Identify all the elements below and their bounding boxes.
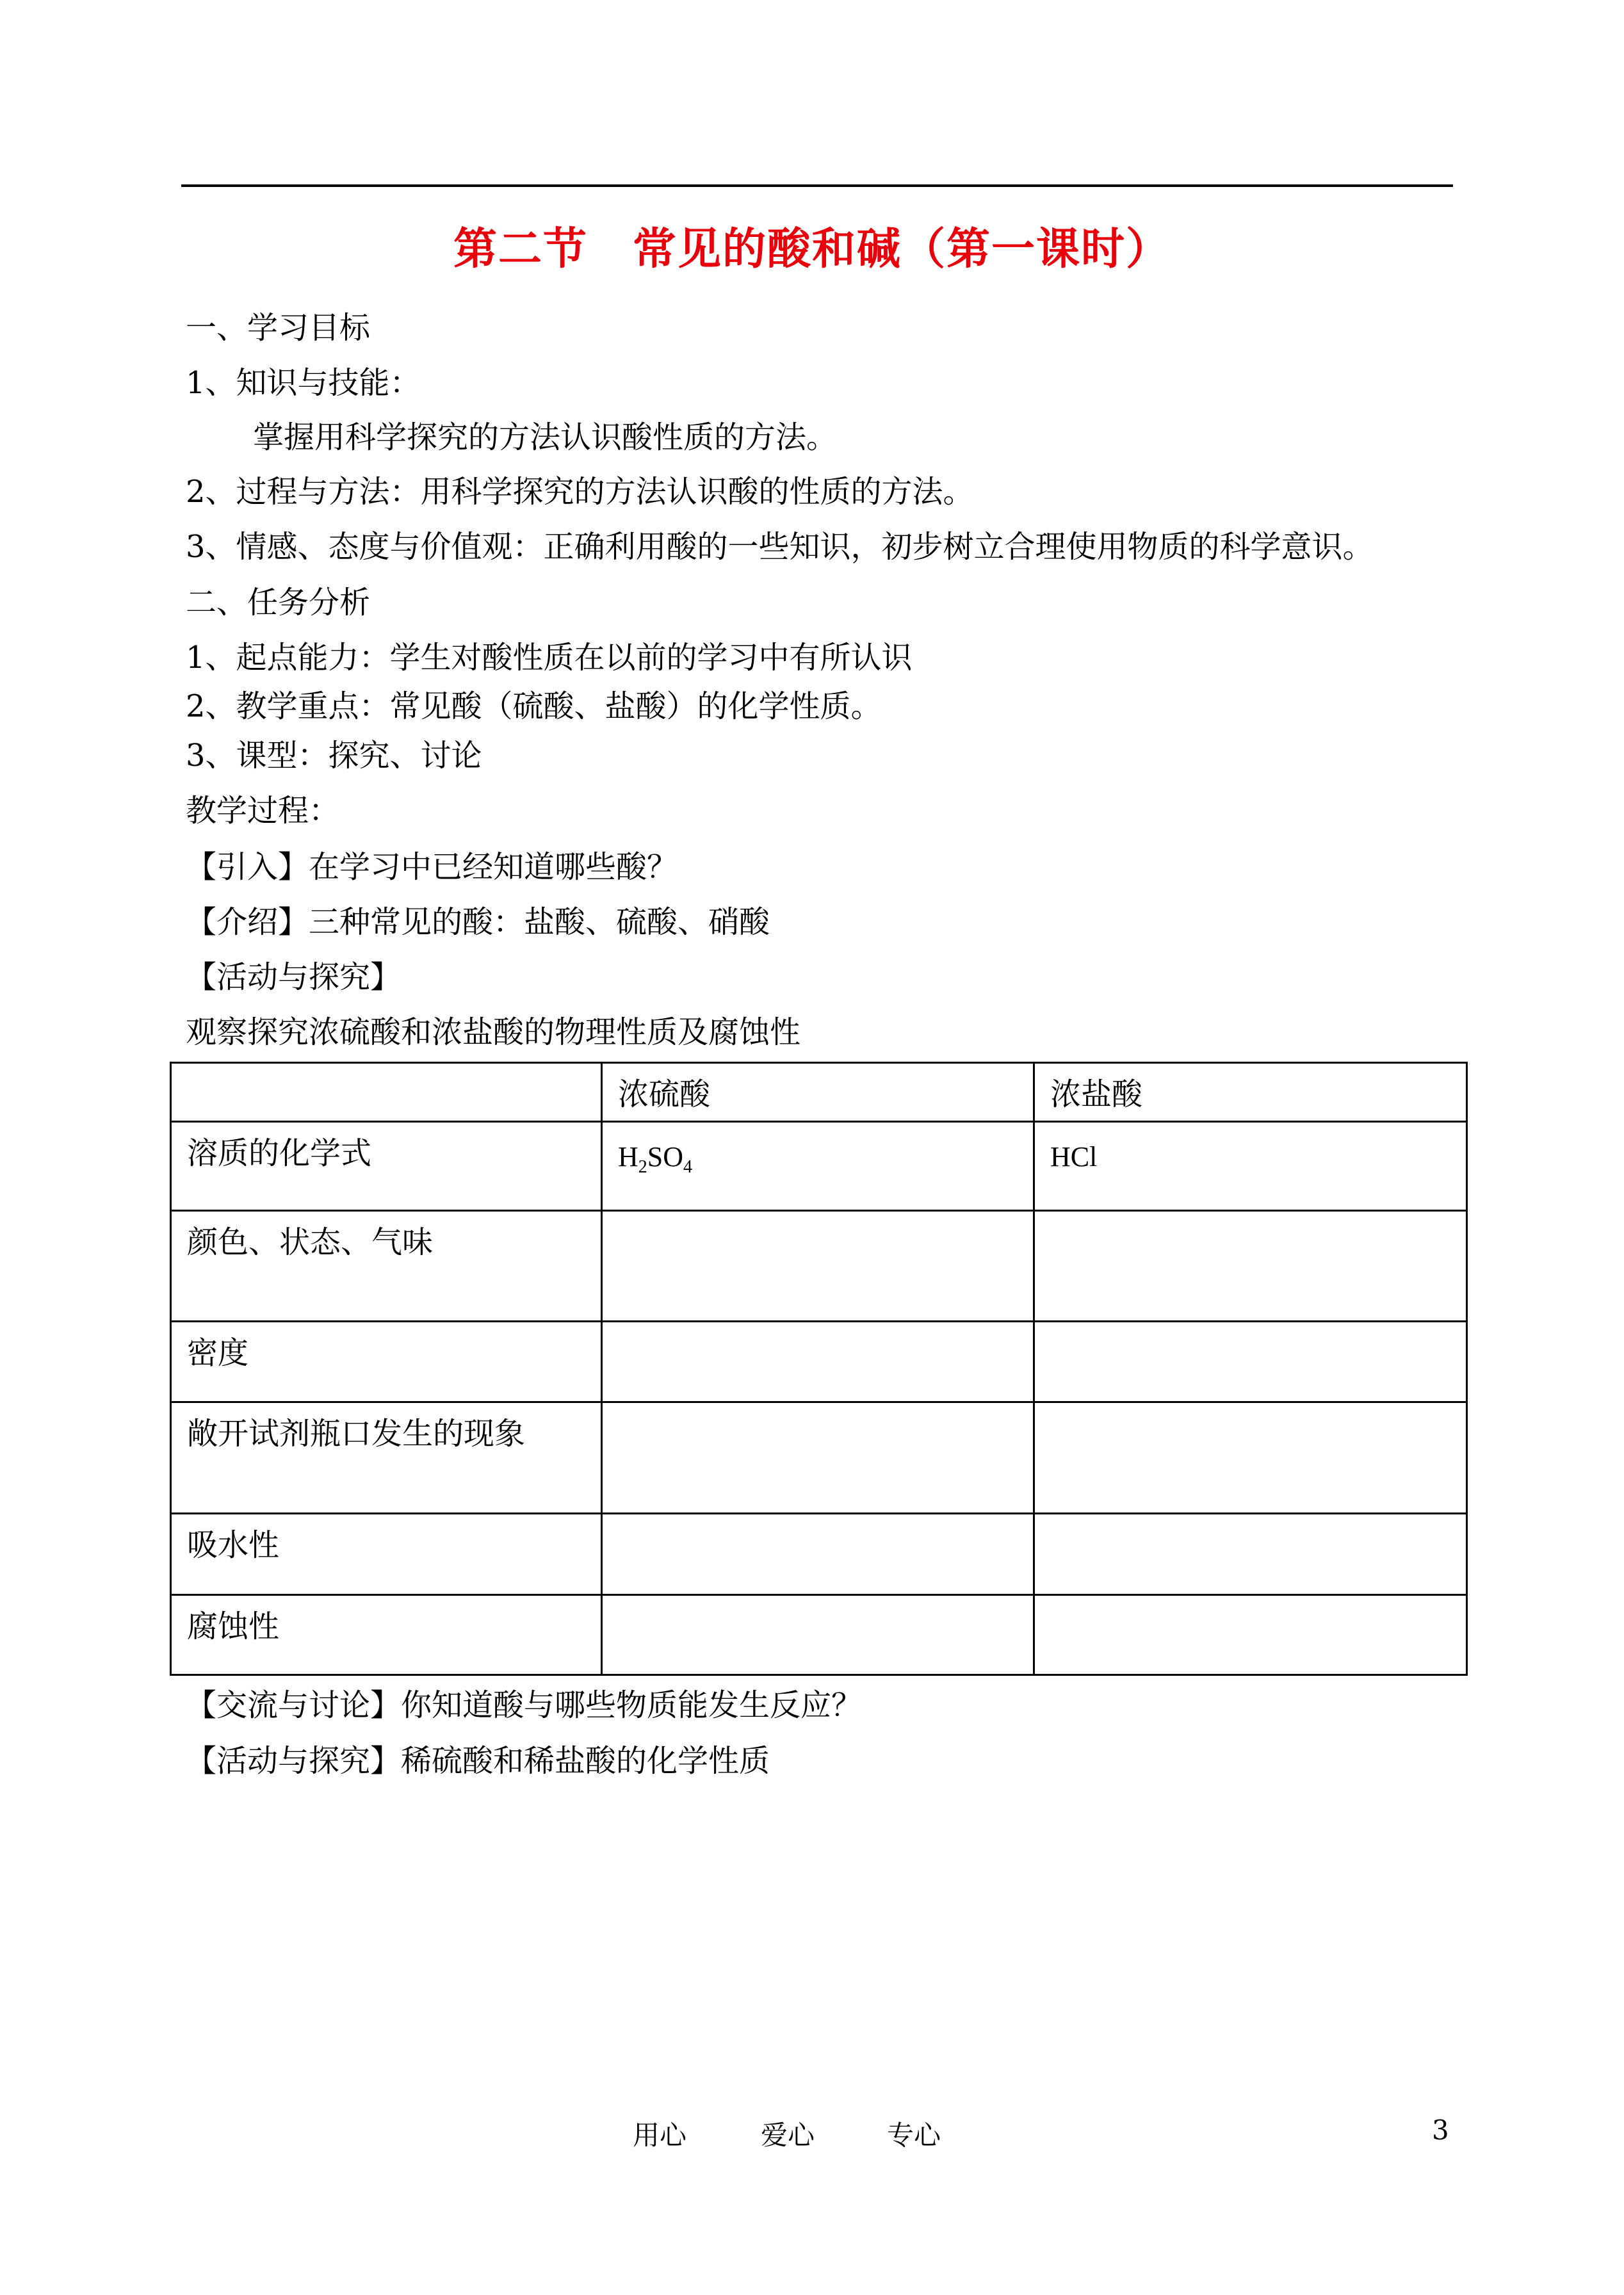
footer-motto-3: 专心: [887, 2120, 941, 2151]
row-label: 吸水性: [171, 1514, 602, 1595]
analysis-starting-ability: 1、起点能力：学生对酸性质在以前的学习中有所认识: [186, 640, 913, 676]
table-header-row: [171, 1063, 1467, 1122]
page-number: 3: [1432, 2114, 1449, 2146]
table-row: [171, 1122, 1467, 1211]
intro-line: 【引入】在学习中已经知道哪些酸？: [186, 849, 678, 885]
objective-attitude: 3、情感、态度与价值观：正确利用酸的一些知识，初步树立合理使用物质的科学意识。: [186, 529, 1374, 565]
section-heading-analysis: 二、任务分析: [186, 585, 371, 620]
row-label: 敞开试剂瓶口发生的现象: [171, 1402, 602, 1514]
table-cell: [1034, 1211, 1467, 1322]
properties-table: [170, 1062, 1468, 1676]
activity-chemical-line: 【活动与探究】稀硫酸和稀盐酸的化学性质: [186, 1743, 770, 1779]
objective-knowledge-label: 1、知识与技能：: [186, 365, 421, 401]
formula-hcl: HCl: [1034, 1122, 1467, 1211]
table-cell: [602, 1211, 1034, 1322]
row-label: 密度: [171, 1322, 602, 1402]
table-row: [171, 1595, 1467, 1675]
document-title: 第二节 常见的酸和碱（第一课时）: [453, 223, 1171, 275]
table-cell: [1034, 1595, 1467, 1675]
table-cell: [602, 1514, 1034, 1595]
row-label: 颜色、状态、气味: [171, 1211, 602, 1322]
analysis-lesson-type: 3、课型：探究、讨论: [186, 738, 482, 774]
table-header-cell-empty: [171, 1063, 602, 1122]
table-row: [171, 1322, 1467, 1402]
analysis-key-points: 2、教学重点：常见酸（硫酸、盐酸）的化学性质。: [186, 688, 882, 724]
footer-motto-1: 用心: [633, 2120, 687, 2151]
table-cell: [1034, 1322, 1467, 1402]
section-heading-objectives: 一、学习目标: [186, 310, 371, 346]
header-rule: [181, 184, 1453, 187]
table-header-hydrochloric: 浓盐酸: [1034, 1063, 1467, 1122]
table-row: [171, 1402, 1467, 1514]
teaching-process-label: 教学过程：: [186, 793, 340, 829]
row-label: 溶质的化学式: [171, 1122, 602, 1211]
table-cell: [602, 1595, 1034, 1675]
footer-motto-2: 爱心: [761, 2120, 815, 2151]
introduce-line: 【介绍】三种常见的酸：盐酸、硫酸、硝酸: [186, 904, 770, 940]
table-row: [171, 1514, 1467, 1595]
discussion-line: 【交流与讨论】你知道酸与哪些物质能发生反应？: [186, 1687, 863, 1723]
table-cell: [1034, 1514, 1467, 1595]
row-label: 腐蚀性: [171, 1595, 602, 1675]
observation-line: 观察探究浓硫酸和浓盐酸的物理性质及腐蚀性: [186, 1014, 801, 1050]
objective-process: 2、过程与方法：用科学探究的方法认识酸的性质的方法。: [186, 474, 974, 510]
table-cell: [1034, 1402, 1467, 1514]
formula-h2so4: $H_2SO_4$: [602, 1122, 1034, 1211]
table-cell: [602, 1402, 1034, 1514]
table-row: [171, 1211, 1467, 1322]
objective-knowledge-text: 掌握用科学探究的方法认识酸性质的方法。: [253, 419, 838, 455]
table-header-sulfuric: 浓硫酸: [602, 1063, 1034, 1122]
activity-heading: 【活动与探究】: [186, 959, 402, 995]
table-cell: [602, 1322, 1034, 1402]
